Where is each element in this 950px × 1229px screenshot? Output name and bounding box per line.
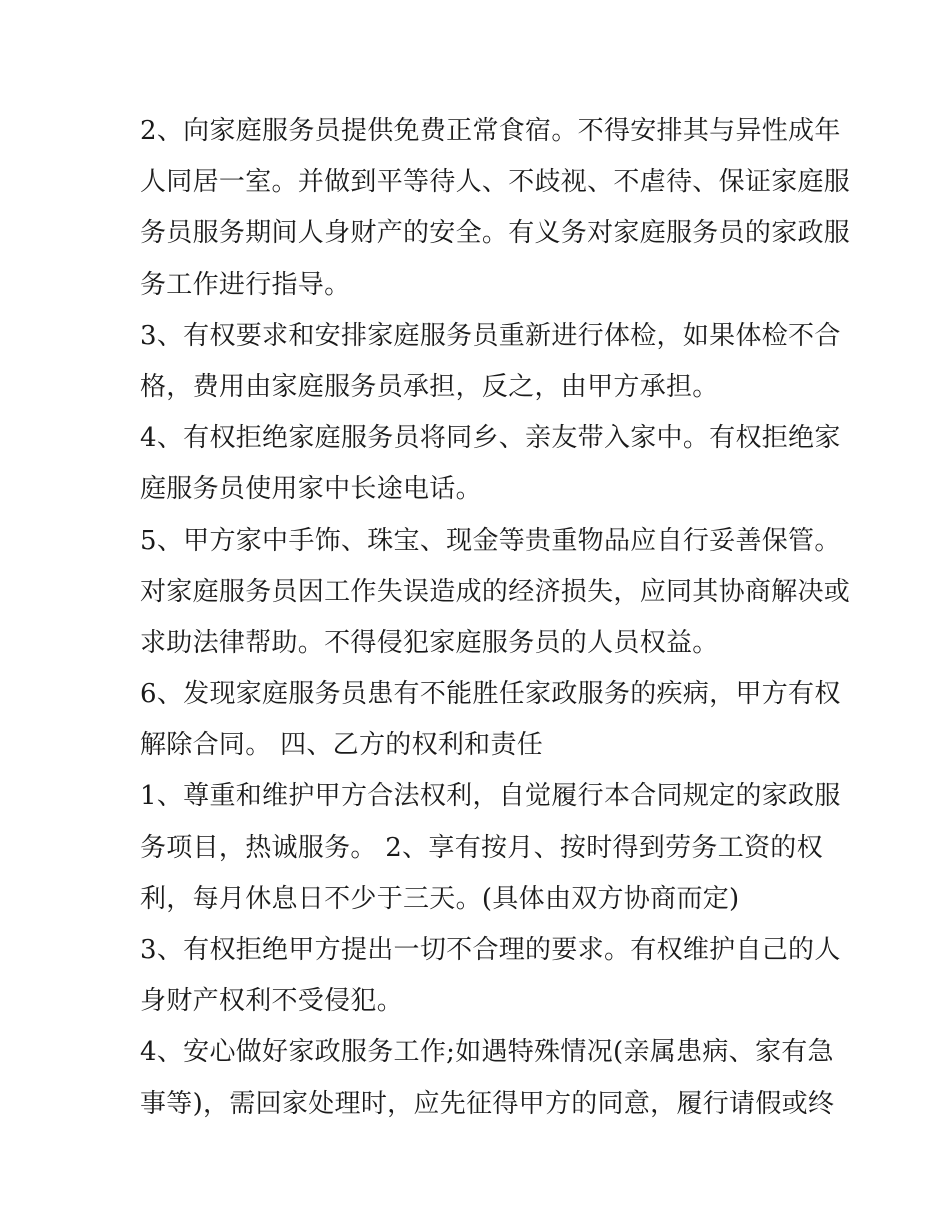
text-line: 4、安心做好家政服务工作;如遇特殊情况(亲属患病、家有急 — [140, 1037, 834, 1068]
text-line: 庭服务员使用家中长途电话。 — [140, 474, 482, 505]
text-line: 4、有权拒绝家庭服务员将同乡、亲友带入家中。有权拒绝家 — [140, 423, 841, 454]
text-line: 1、尊重和维护甲方合法权利，自觉履行本合同规定的家政服 — [140, 781, 841, 812]
text-line: 人同居一室。并做到平等待人、不歧视、不虐待、保证家庭服 — [140, 167, 851, 198]
text-line: 6、发现家庭服务员患有不能胜任家政服务的疾病，甲方有权 — [140, 679, 841, 710]
text-line: 务员服务期间人身财产的安全。有义务对家庭服务员的家政服 — [140, 218, 851, 249]
text-line: 2、向家庭服务员提供免费正常食宿。不得安排其与异性成年 — [140, 116, 841, 146]
text-line: 事等)，需回家处理时，应先征得甲方的同意，履行请假或终 — [140, 1088, 835, 1119]
document-page — [140, 106, 851, 1130]
text-line: 利，每月休息日不少于三天。(具体由双方协商而定) — [140, 883, 740, 914]
text-line: 务工作进行指导。 — [140, 269, 351, 300]
text-line: 对家庭服务员因工作失误造成的经济损失，应同其协商解决或 — [140, 576, 851, 607]
text-line: 格，费用由家庭服务员承担，反之，由甲方承担。 — [140, 371, 719, 402]
text-line: 5、甲方家中手饰、珠宝、现金等贵重物品应自行妥善保管。 — [140, 525, 841, 556]
text-line: 求助法律帮助。不得侵犯家庭服务员的人员权益。 — [140, 627, 719, 658]
text-line: 务项目，热诚服务。 2、享有按月、按时得到劳务工资的权 — [140, 832, 823, 863]
text-line: 3、有权要求和安排家庭服务员重新进行体检，如果体检不合 — [140, 320, 841, 351]
text-line: 解除合同。 四、乙方的权利和责任 — [140, 730, 544, 761]
text-line: 身财产权利不受侵犯。 — [140, 986, 404, 1017]
text-line: 3、有权拒绝甲方提出一切不合理的要求。有权维护自己的人 — [140, 935, 841, 965]
